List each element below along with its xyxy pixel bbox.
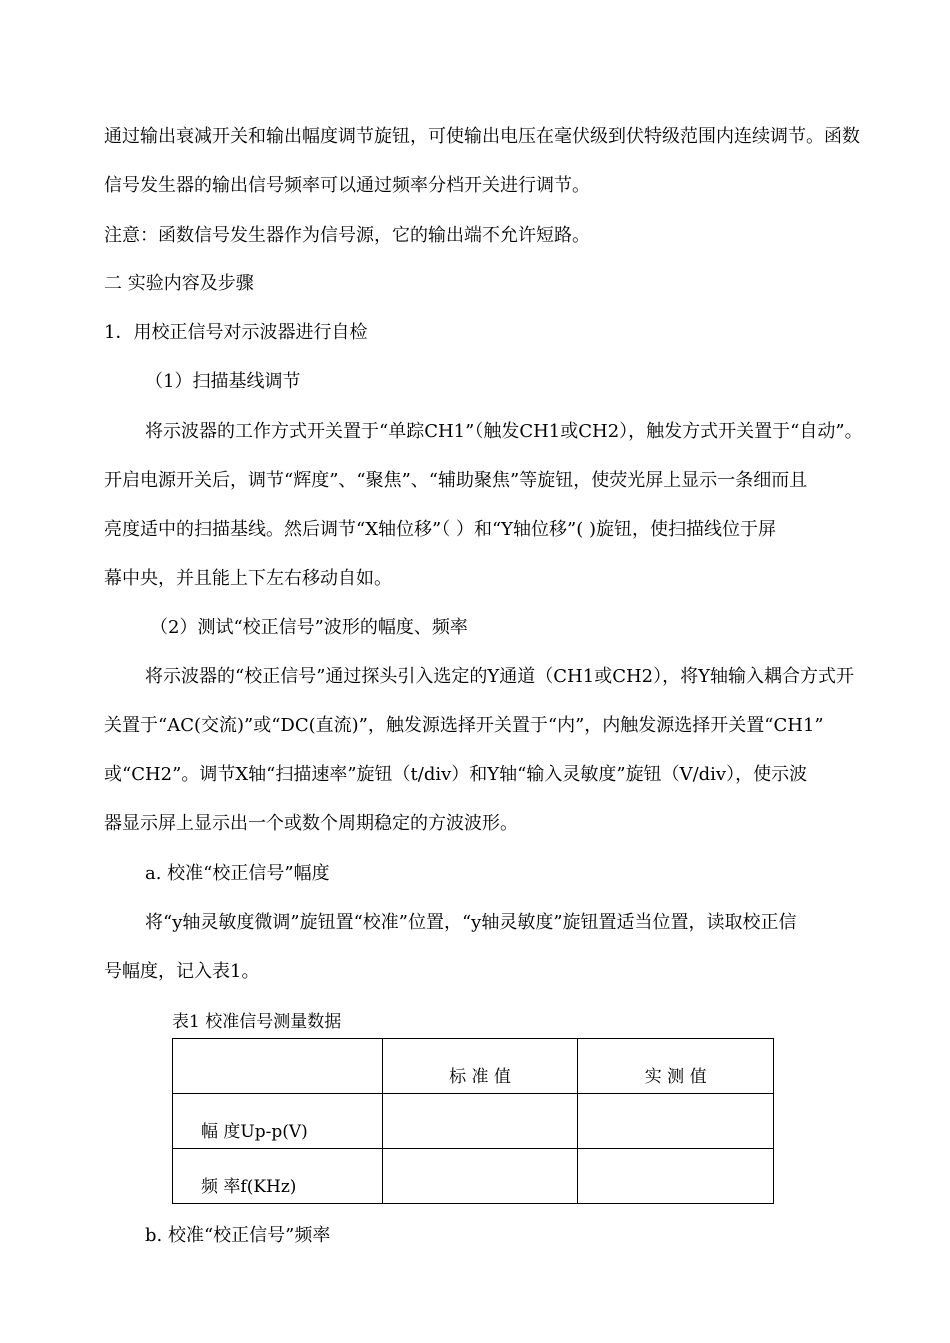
item-heading: a. 校准“校正信号”幅度	[145, 863, 330, 884]
table-row	[173, 1149, 774, 1204]
paragraph-line: 或“CH2”。调节X轴“扫描速率”旋钮（t/div）和Y轴“输入灵敏度”旋钮（V/div），使示波	[104, 764, 808, 785]
paragraph-line: 将示波器的工作方式开关置于“单踪CH1”（触发CH1或CH2），触发方式开关置于“自动”。	[145, 421, 863, 442]
table-cell	[382, 1149, 578, 1204]
table-header-row	[173, 1039, 774, 1094]
paragraph-line: 将“y轴灵敏度微调”旋钮置“校准”位置，“y轴灵敏度”旋钮置适当位置，读取校正信	[145, 912, 797, 933]
note-text: 注意：函数信号发生器作为信号源，它的输出端不允许短路。	[104, 225, 590, 246]
paragraph-line: 关置于“AC(交流)”或“DC(直流)”，触发源选择开关置于“内”，内触发源选择开关置“CH1”	[104, 715, 824, 736]
paragraph-line: 号幅度，记入表1。	[104, 961, 260, 982]
table-header-cell	[173, 1039, 383, 1094]
paragraph-line: 器显示屏上显示出一个或数个周期稳定的方波波形。	[104, 813, 518, 834]
table-row-label: 频 率f(KHz)	[173, 1149, 383, 1204]
paragraph-line: 开启电源开关后，调节“辉度”、“聚焦”、“辅助聚焦”等旋钮，使荧光屏上显示一条细而且	[104, 470, 808, 491]
paragraph-line: 幕中央，并且能上下左右移动自如。	[104, 568, 392, 589]
sub-heading: （1）扫描基线调节	[145, 371, 301, 392]
table-row	[173, 1094, 774, 1149]
table-row-label: 幅 度Up-p(V)	[173, 1094, 383, 1149]
table-cell	[578, 1094, 774, 1149]
paragraph-line: 通过输出衰减开关和输出幅度调节旋钮，可使输出电压在毫伏级到伏特级范围内连续调节。函数	[104, 126, 860, 147]
paragraph-line: 信号发生器的输出信号频率可以通过频率分档开关进行调节。	[104, 175, 590, 196]
item-heading: b. 校准“校正信号”频率	[145, 1225, 331, 1246]
sub-heading: （2）测试“校正信号”波形的幅度、频率	[150, 617, 468, 638]
table-header-cell: 标 准 值	[382, 1039, 578, 1094]
table-cell	[578, 1149, 774, 1204]
measurement-table	[172, 1038, 774, 1204]
paragraph-line: 亮度适中的扫描基线。然后调节“X轴位移”（ ）和“Y轴位移”( )旋钮，使扫描线位于屏	[104, 519, 776, 540]
table-caption: 表1 校准信号测量数据	[172, 1012, 342, 1032]
table-header-cell: 实 测 值	[578, 1039, 774, 1094]
item-heading: 1．用校正信号对示波器进行自检	[104, 322, 368, 343]
table-cell	[382, 1094, 578, 1149]
paragraph-line: 将示波器的“校正信号”通过探头引入选定的Y通道（CH1或CH2），将Y轴输入耦合方式开	[145, 666, 855, 687]
section-heading: 二 实验内容及步骤	[104, 273, 254, 294]
